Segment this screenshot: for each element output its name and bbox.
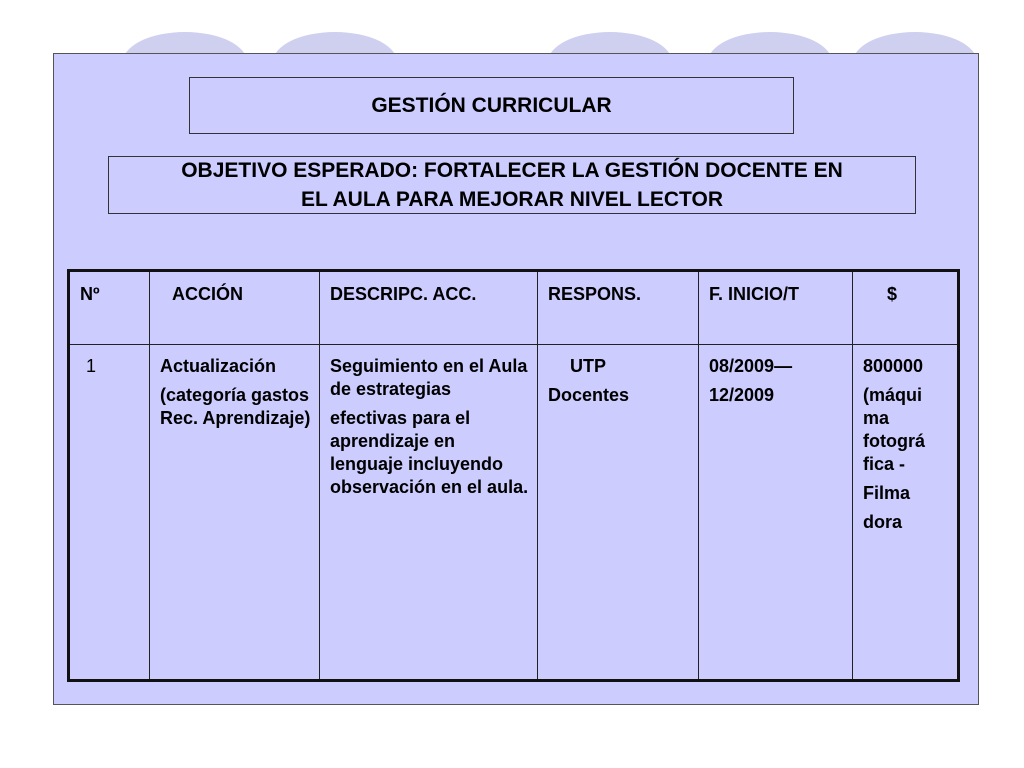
cell-respons xyxy=(538,345,699,681)
table-row xyxy=(69,345,959,681)
accion-detail: (categoría gastos Rec. Aprendizaje) xyxy=(160,385,311,428)
header-cell-fecha: F. INICIO/T xyxy=(699,271,853,345)
header-cell-number: Nº xyxy=(69,271,150,345)
objective-line-1: OBJETIVO ESPERADO: FORTALECER LA GESTIÓN DOCENTE EN xyxy=(181,159,843,182)
monto-detail-3: dora xyxy=(863,512,903,532)
objective-line-2: EL AULA PARA MEJORAR NIVEL LECTOR xyxy=(301,188,723,211)
objective-box xyxy=(108,156,916,214)
curriculum-plan-table xyxy=(67,269,960,682)
cell-monto xyxy=(853,345,959,681)
respons-docentes: Docentes xyxy=(548,385,630,405)
header-cell-descripcion: DESCRIPC. ACC. xyxy=(320,271,538,345)
monto-detail-1: (máqui ma fotográ fica - xyxy=(863,385,925,474)
accion-title: Actualización xyxy=(160,356,277,376)
page-title: GESTIÓN CURRICULAR xyxy=(189,77,794,134)
cell-descripcion xyxy=(320,345,538,681)
monto-detail-2: Filma xyxy=(863,483,911,503)
descripcion-part-2: efectivas para el aprendizaje en lenguaje incluyendo observación en el aula. xyxy=(330,408,529,497)
table-header-row xyxy=(69,271,959,345)
cell-accion xyxy=(150,345,320,681)
fecha-inicio: 08/2009— xyxy=(709,356,793,376)
header-cell-monto: $ xyxy=(853,271,959,345)
respons-utp: UTP xyxy=(570,356,606,376)
monto-value: 800000 xyxy=(863,356,924,376)
header-cell-respons: RESPONS. xyxy=(538,271,699,345)
fecha-termino: 12/2009 xyxy=(709,385,775,405)
descripcion-part-1: Seguimiento en el Aula de estrategias xyxy=(330,356,528,399)
header-cell-accion: ACCIÓN xyxy=(150,271,320,345)
cell-number: 1 xyxy=(69,345,150,681)
cell-fecha xyxy=(699,345,853,681)
